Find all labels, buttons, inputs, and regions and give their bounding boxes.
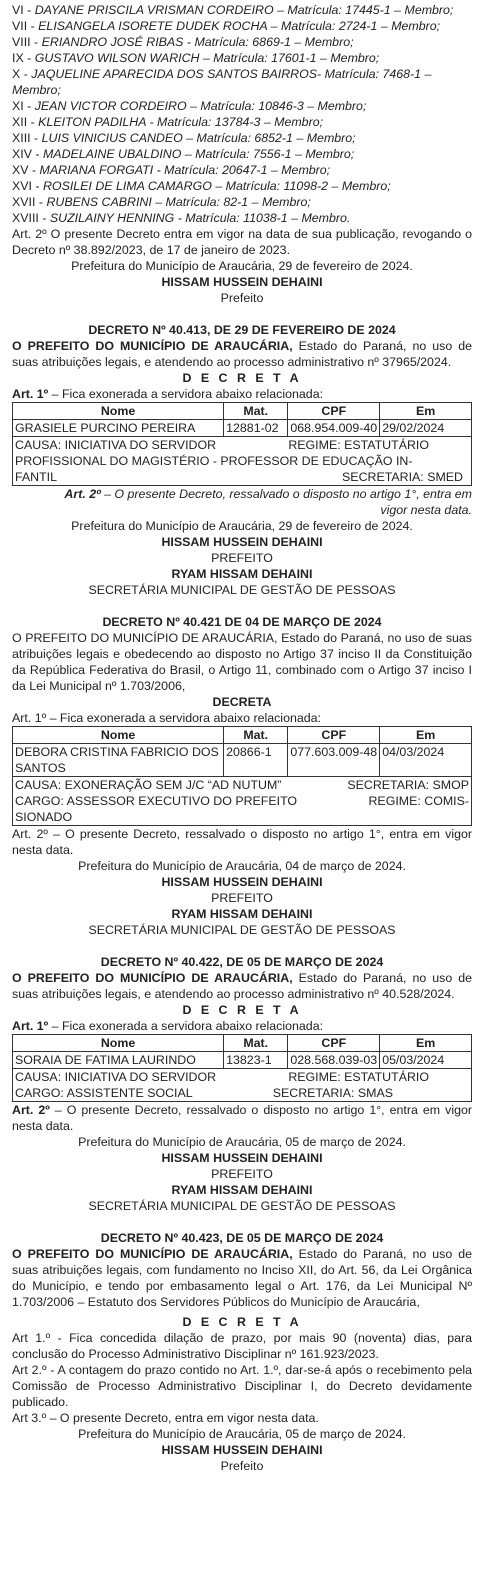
cell-nome: SORAIA DE FATIMA LAURINDO xyxy=(13,1052,224,1069)
signer2-name: RYAM HISSAM DEHAINI xyxy=(171,907,313,921)
signer-role: PREFEITO xyxy=(211,1167,273,1181)
member-number: XVIII - xyxy=(12,211,50,225)
table-header-row xyxy=(13,727,472,744)
table-header-row xyxy=(13,1035,472,1052)
decree-title: DECRETO Nº 40.423, DE 05 DE MARÇO DE 2024 xyxy=(100,1231,384,1245)
col-mat: Mat. xyxy=(224,727,288,744)
cell-details xyxy=(13,437,472,486)
cell-em: 04/03/2024 xyxy=(380,744,472,777)
cell-cpf: 028.568.039-03 xyxy=(288,1052,380,1069)
members-section xyxy=(12,2,472,306)
signer-name: HISSAM HUSSEIN DEHAINI xyxy=(161,275,323,289)
member-text: LUIS VINICIUS CANDEO – Matrícula: 6852-1 – Membro; xyxy=(41,131,356,145)
decree-40413 xyxy=(12,322,472,598)
place-date: Prefeitura do Município de Araucária, 05 de março de 2024. xyxy=(78,1427,406,1441)
col-em: Em xyxy=(380,403,472,420)
regime-line-a: REGIME: COMIS- xyxy=(368,794,469,808)
member-item xyxy=(12,34,472,50)
decree-intro xyxy=(12,970,472,1002)
decree-intro xyxy=(12,1246,472,1310)
cell-cpf: 077.603.009-48 xyxy=(288,744,380,777)
cell-em: 29/02/2024 xyxy=(380,420,472,437)
art2-text: – O presente Decreto, ressalvado o disposto no artigo 1°, entra em vigor nesta data. xyxy=(100,487,472,517)
signer-role: Prefeito xyxy=(220,291,264,305)
signer-name: HISSAM HUSSEIN DEHAINI xyxy=(161,1151,323,1165)
member-text: ELISANGELA ISORETE DUDEK ROCHA – Matrícula: 2724-1 – Membro; xyxy=(38,19,441,33)
col-cpf: CPF xyxy=(288,1035,380,1052)
art1-label: Art. 1º xyxy=(12,387,49,401)
member-number: XIII - xyxy=(12,131,42,145)
cell-em: 05/03/2024 xyxy=(380,1052,472,1069)
signer2-role: SECRETÁRIA MUNICIPAL DE GESTÃO DE PESSOAS xyxy=(88,1199,396,1213)
signer2-name: RYAM HISSAM DEHAINI xyxy=(171,567,313,581)
decree-title: DECRETO Nº 40.422, DE 05 DE MARÇO DE 2024 xyxy=(100,955,384,969)
decree-intro: O PREFEITO DO MUNICÍPIO DE ARAUCÁRIA, Estado do Paraná, no uso de suas atribuições legais e obedecendo ao disposto no Artigo 37 inciso II da Constituição da República Federativa do Brasil, o Artigo 11, combinado com o Artigo 37 inciso I da Lei Municipal nº 1.703/2006, xyxy=(12,631,472,693)
place-date: Prefeitura do Município de Araucária, 04 de março de 2024. xyxy=(78,859,406,873)
member-text: DAYANE PRISCILA VRISMAN CORDEIRO – Matrícula: 17445-1 – Membro; xyxy=(34,3,454,17)
cargo: CARGO: ASSESSOR EXECUTIVO DO PREFEITO xyxy=(15,794,298,808)
member-number: VI - xyxy=(12,3,35,17)
decree-40422 xyxy=(12,954,472,1214)
decree-title: DECRETO Nº 40.413, DE 29 DE FEVEREIRO DE 2024 xyxy=(88,323,396,337)
servant-table xyxy=(12,726,472,826)
col-cpf: CPF xyxy=(288,403,380,420)
art2-label: Art. 2º xyxy=(12,1103,50,1117)
art1-text: – Fica exonerada a servidora abaixo relacionada: xyxy=(48,387,324,401)
col-nome: Nome xyxy=(13,1035,224,1052)
member-text: GUSTAVO WILSON WARICH – Matrícula: 17601-1 – Membro; xyxy=(34,51,380,65)
signer-role: Prefeito xyxy=(220,1459,264,1473)
art2-text: – O presente Decreto, ressalvado o disposto no artigo 1°, entra em vigor nesta data. xyxy=(12,1103,472,1133)
signer-role: PREFEITO xyxy=(211,551,273,565)
member-number: X - xyxy=(12,67,32,81)
col-nome: Nome xyxy=(13,727,224,744)
art2: Art. 2º – O presente Decreto, ressalvado o disposto no artigo 1°, entra em vigor nesta data. xyxy=(12,827,472,857)
art2: Art 2.º - A contagem do prazo contido no Art. 1.º, dar-se-á após o recebimento pela Comissão de Processo Administrativo Disciplinar I, do Decreto devidamente publicado. xyxy=(12,1363,472,1409)
member-text: JEAN VICTOR CORDEIRO – Matrícula: 10846-3 – Membro; xyxy=(34,99,367,113)
signer2-role: SECRETÁRIA MUNICIPAL DE GESTÃO DE PESSOAS xyxy=(88,583,396,597)
art2 xyxy=(12,1102,472,1134)
cell-nome: GRASIELE PURCINO PEREIRA xyxy=(13,420,224,437)
art2-members: Art. 2º O presente Decreto entra em vigor na data de sua publicação, revogando o Decreto nº 38.892/2023, de 17 de janeiro de 2023. xyxy=(12,227,472,257)
member-text: JAQUELINE APARECIDA DOS SANTOS BAIRROS- Matrícula: 7468-1 – Membro; xyxy=(12,67,432,97)
art1 xyxy=(12,1018,472,1034)
member-item xyxy=(12,98,472,114)
cell-cpf: 068.954.009-40 xyxy=(288,420,380,437)
secretaria: SECRETARIA: SMAS xyxy=(272,1086,393,1100)
decreta-heading: DECRETA xyxy=(212,695,272,709)
table-detail-row xyxy=(13,1069,472,1102)
decreta-heading: D E C R E T A xyxy=(182,371,302,385)
col-mat: Mat. xyxy=(224,1035,288,1052)
art2-label: Art. 2º xyxy=(64,487,101,501)
member-item xyxy=(12,18,472,34)
col-cpf: CPF xyxy=(288,727,380,744)
causa: CAUSA: EXONERAÇÃO SEM J/C “AD NUTUM” xyxy=(15,778,282,792)
art3: Art 3.º – O presente Decreto, entra em vigor nesta data. xyxy=(12,1411,319,1425)
signer2-role: SECRETÁRIA MUNICIPAL DE GESTÃO DE PESSOAS xyxy=(88,923,396,937)
member-number: VII - xyxy=(12,19,39,33)
member-number: XIV - xyxy=(12,147,43,161)
cargo-line-a: PROFISSIONAL DO MAGISTÉRIO - PROFESSOR DE EDUCAÇÃO IN- xyxy=(15,454,413,468)
table-header-row xyxy=(13,403,472,420)
cell-details xyxy=(13,1069,472,1102)
cell-details xyxy=(13,777,472,826)
decree-40421 xyxy=(12,614,472,938)
col-em: Em xyxy=(380,727,472,744)
member-number: XV - xyxy=(12,163,40,177)
member-item xyxy=(12,162,472,178)
intro-bold: O PREFEITO DO MUNICÍPIO DE ARAUCÁRIA, xyxy=(12,339,293,353)
member-item xyxy=(12,210,472,226)
cell-mat: 12881-02 xyxy=(224,420,288,437)
art1: Art 1.º - Fica concedida dilação de prazo, por mais 90 (noventa) dias, para conclusão do Processo Administrativo Disciplinar nº 161.923/2023. xyxy=(12,1331,472,1361)
table-row xyxy=(13,420,472,437)
art1: Art. 1º – Fica exonerada a servidora abaixo relacionada: xyxy=(12,711,321,725)
member-number: XI - xyxy=(12,99,35,113)
member-number: XII - xyxy=(12,115,39,129)
member-item xyxy=(12,178,472,194)
members-list xyxy=(12,2,472,226)
art1 xyxy=(12,386,472,402)
secretaria: SECRETARIA: SMED xyxy=(342,470,463,484)
decree-intro xyxy=(12,338,472,370)
col-mat: Mat. xyxy=(224,403,288,420)
art1-text: – Fica exonerada a servidora abaixo relacionada: xyxy=(48,1019,324,1033)
member-item xyxy=(12,66,472,98)
cargo: CARGO: ASSISTENTE SOCIAL xyxy=(15,1086,193,1100)
member-text: KLEITON PADILHA - Matrícula: 13784-3 – Membro; xyxy=(38,115,324,129)
decreta-heading: D E C R E T A xyxy=(182,1003,302,1017)
regime: REGIME: ESTATUTÁRIO xyxy=(288,1070,429,1084)
signer2-name: RYAM HISSAM DEHAINI xyxy=(171,1183,313,1197)
decree-title: DECRETO Nº 40.421 DE 04 DE MARÇO DE 2024 xyxy=(102,615,382,629)
decree-40423 xyxy=(12,1230,472,1474)
member-number: IX - xyxy=(12,51,35,65)
member-text: RUBENS CABRINI – Matrícula: 82-1 – Membro; xyxy=(46,195,311,209)
signer-name: HISSAM HUSSEIN DEHAINI xyxy=(161,1443,323,1457)
member-item xyxy=(12,2,472,18)
table-detail-row xyxy=(13,437,472,486)
servant-table xyxy=(12,1034,472,1102)
member-item xyxy=(12,130,472,146)
signer-name: HISSAM HUSSEIN DEHAINI xyxy=(161,875,323,889)
table-row xyxy=(13,744,472,777)
member-item xyxy=(12,50,472,66)
col-em: Em xyxy=(380,1035,472,1052)
col-nome: Nome xyxy=(13,403,224,420)
signer-role: PREFEITO xyxy=(211,891,273,905)
member-item xyxy=(12,114,472,130)
regime-line-b: SIONADO xyxy=(15,810,73,824)
member-number: XVI - xyxy=(12,179,43,193)
table-detail-row xyxy=(13,777,472,826)
member-text: SUZILAINY HENNING - Matrícula: 11038-1 – Membro. xyxy=(49,211,351,225)
signer-name: HISSAM HUSSEIN DEHAINI xyxy=(161,535,323,549)
member-number: XVII - xyxy=(12,195,47,209)
member-text: ROSILEI DE LIMA CAMARGO – Matrícula: 11098-2 – Membro; xyxy=(42,179,391,193)
member-text: ERIANDRO JOSÉ RIBAS - Matrícula: 6869-1 – Membro; xyxy=(41,35,354,49)
member-item xyxy=(12,146,472,162)
cell-mat: 13823-1 xyxy=(224,1052,288,1069)
member-text: MADELAINE UBALDINO – Matrícula: 7556-1 – Membro; xyxy=(42,147,355,161)
intro-bold: O PREFEITO DO MUNICÍPIO DE ARAUCÁRIA, xyxy=(12,1247,293,1261)
causa: CAUSA: INICIATIVA DO SERVIDOR xyxy=(15,1070,217,1084)
intro-rest: Estado do Paraná, no uso de suas atribuições legais, e atendendo ao processo administrativo nº 37965/2024. xyxy=(12,339,473,369)
place-date: Prefeitura do Município de Araucária, 29 de fevereiro de 2024. xyxy=(71,259,413,273)
decreta-heading: D E C R E T A xyxy=(182,1315,302,1329)
intro-bold: O PREFEITO DO MUNICÍPIO DE ARAUCÁRIA, xyxy=(12,971,293,985)
regime: REGIME: ESTATUTÁRIO xyxy=(288,438,429,452)
member-text: MARIANA FORGATI - Matrícula: 20647-1 – Membro; xyxy=(39,163,331,177)
table-row xyxy=(13,1052,472,1069)
cell-mat: 20866-1 xyxy=(224,744,288,777)
place-date: Prefeitura do Município de Araucária, 29 de fevereiro de 2024. xyxy=(71,519,413,533)
secretaria: SECRETARIA: SMOP xyxy=(347,778,469,792)
art2 xyxy=(12,486,472,518)
member-number: VIII - xyxy=(12,35,42,49)
cell-nome: DEBORA CRISTINA FABRICIO DOS SANTOS xyxy=(13,744,224,777)
servant-table xyxy=(12,402,472,486)
intro-rest: Estado do Paraná, no uso de suas atribuições legais, e atendendo ao processo administrativo nº 40.528/2024. xyxy=(12,971,473,1001)
cargo-line-b: FANTIL xyxy=(15,470,57,484)
causa: CAUSA: INICIATIVA DO SERVIDOR xyxy=(15,438,217,452)
member-item xyxy=(12,194,472,210)
art1-label: Art. 1º xyxy=(12,1019,49,1033)
intro-rest: Estado do Paraná, no uso de suas atribuições legais, com fundamento no Inciso XII, do Art. 56, da Lei Orgânica do Município, e tendo por embasamento legal o Art. 176, da Lei Municipal Nº 1.703/2006 – Estatuto dos Servidores Públicos do Município de Araucária, xyxy=(12,1247,473,1309)
place-date: Prefeitura do Município de Araucária, 05 de março de 2024. xyxy=(78,1135,406,1149)
